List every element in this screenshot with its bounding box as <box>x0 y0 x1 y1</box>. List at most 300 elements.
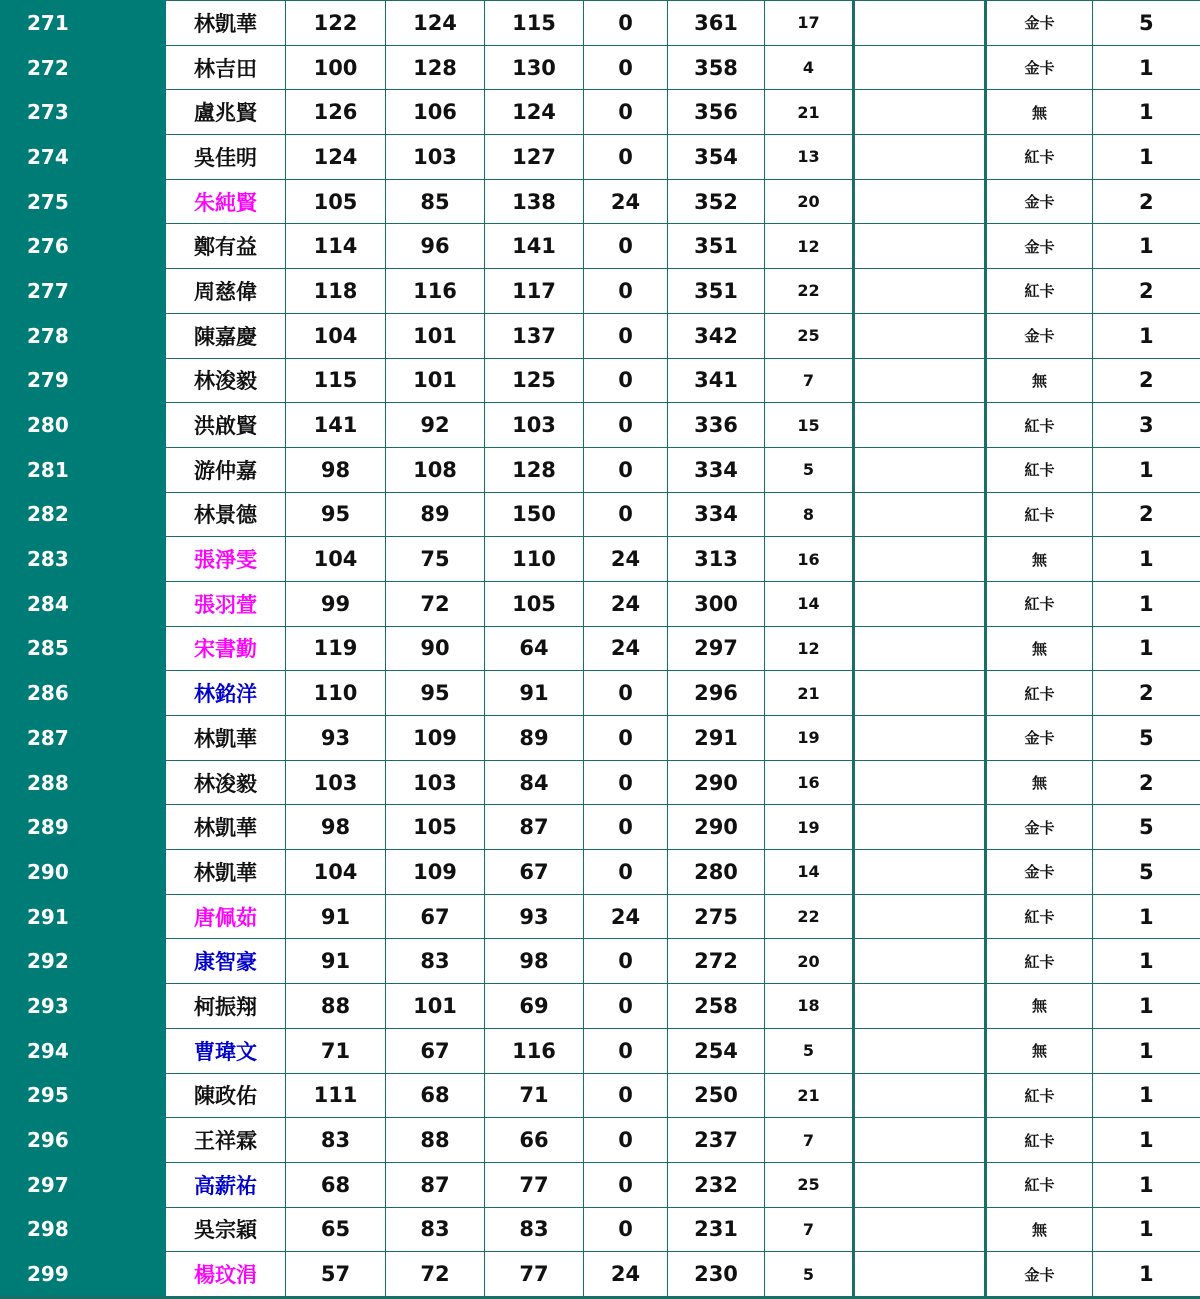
card-type-cell: 金卡 <box>986 1 1093 46</box>
lane-number-cell: 20 <box>765 179 854 224</box>
rank-cell: 279 <box>1 358 166 403</box>
rank-cell: 286 <box>1 671 166 716</box>
rank-cell: 289 <box>1 805 166 850</box>
name-cell: 林銘洋 <box>166 671 286 716</box>
name-cell: 林吉田 <box>166 45 286 90</box>
handicap-cell: 0 <box>584 1162 668 1207</box>
total-score-cell: 351 <box>668 269 765 314</box>
card-type-cell: 金卡 <box>986 1252 1093 1298</box>
table-row <box>1 403 1200 448</box>
rank-cell: 294 <box>1 1028 166 1073</box>
game1-score-cell: 71 <box>286 1028 386 1073</box>
game1-score-cell: 105 <box>286 179 386 224</box>
lane-number-cell: 5 <box>765 1252 854 1298</box>
lane-number-cell: 7 <box>765 1207 854 1252</box>
game1-score-cell: 103 <box>286 760 386 805</box>
rank-cell: 285 <box>1 626 166 671</box>
handicap-cell: 0 <box>584 90 668 135</box>
blank-cell <box>854 581 986 626</box>
game2-score-cell: 96 <box>386 224 485 269</box>
blank-cell <box>854 403 986 448</box>
rank-cell: 282 <box>1 492 166 537</box>
total-score-cell: 361 <box>668 1 765 46</box>
total-score-cell: 254 <box>668 1028 765 1073</box>
name-cell: 張淨雯 <box>166 537 286 582</box>
handicap-cell: 24 <box>584 626 668 671</box>
table-row <box>1 805 1200 850</box>
game3-score-cell: 103 <box>485 403 584 448</box>
game3-score-cell: 89 <box>485 716 584 761</box>
total-score-cell: 300 <box>668 581 765 626</box>
handicap-cell: 24 <box>584 1252 668 1298</box>
handicap-cell: 24 <box>584 894 668 939</box>
game1-score-cell: 114 <box>286 224 386 269</box>
name-cell: 王祥霖 <box>166 1118 286 1163</box>
game1-score-cell: 141 <box>286 403 386 448</box>
table-row <box>1 581 1200 626</box>
game3-score-cell: 64 <box>485 626 584 671</box>
table-row <box>1 1073 1200 1118</box>
table-row <box>1 1 1200 46</box>
rank-cell: 291 <box>1 894 166 939</box>
card-type-cell: 金卡 <box>986 716 1093 761</box>
table-row <box>1 1028 1200 1073</box>
game2-score-cell: 124 <box>386 1 485 46</box>
card-type-cell: 金卡 <box>986 224 1093 269</box>
lane-number-cell: 22 <box>765 894 854 939</box>
game1-score-cell: 99 <box>286 581 386 626</box>
blank-cell <box>854 135 986 180</box>
rank-cell: 274 <box>1 135 166 180</box>
table-body <box>1 1 1200 1298</box>
card-type-cell: 紅卡 <box>986 269 1093 314</box>
blank-cell <box>854 1252 986 1298</box>
name-cell: 吳佳明 <box>166 135 286 180</box>
total-score-cell: 291 <box>668 716 765 761</box>
game1-score-cell: 104 <box>286 537 386 582</box>
times-cell: 2 <box>1093 269 1200 314</box>
table-row <box>1 537 1200 582</box>
game2-score-cell: 108 <box>386 447 485 492</box>
total-score-cell: 342 <box>668 313 765 358</box>
game1-score-cell: 57 <box>286 1252 386 1298</box>
table-row <box>1 447 1200 492</box>
table-row <box>1 45 1200 90</box>
table-row <box>1 626 1200 671</box>
game2-score-cell: 87 <box>386 1162 485 1207</box>
total-score-cell: 237 <box>668 1118 765 1163</box>
handicap-cell: 0 <box>584 224 668 269</box>
total-score-cell: 250 <box>668 1073 765 1118</box>
table-row <box>1 269 1200 314</box>
lane-number-cell: 14 <box>765 850 854 895</box>
card-type-cell: 金卡 <box>986 313 1093 358</box>
game1-score-cell: 126 <box>286 90 386 135</box>
handicap-cell: 0 <box>584 850 668 895</box>
game1-score-cell: 93 <box>286 716 386 761</box>
handicap-cell: 0 <box>584 984 668 1029</box>
handicap-cell: 24 <box>584 581 668 626</box>
lane-number-cell: 5 <box>765 1028 854 1073</box>
table-row <box>1 179 1200 224</box>
game3-score-cell: 84 <box>485 760 584 805</box>
name-cell: 康智豪 <box>166 939 286 984</box>
blank-cell <box>854 716 986 761</box>
name-cell: 柯振翔 <box>166 984 286 1029</box>
lane-number-cell: 18 <box>765 984 854 1029</box>
game2-score-cell: 83 <box>386 939 485 984</box>
table-row <box>1 760 1200 805</box>
lane-number-cell: 19 <box>765 805 854 850</box>
card-type-cell: 紅卡 <box>986 447 1093 492</box>
rank-cell: 281 <box>1 447 166 492</box>
times-cell: 1 <box>1093 90 1200 135</box>
blank-cell <box>854 626 986 671</box>
card-type-cell: 紅卡 <box>986 492 1093 537</box>
handicap-cell: 24 <box>584 179 668 224</box>
lane-number-cell: 16 <box>765 760 854 805</box>
times-cell: 1 <box>1093 537 1200 582</box>
blank-cell <box>854 358 986 403</box>
table-row <box>1 984 1200 1029</box>
game3-score-cell: 116 <box>485 1028 584 1073</box>
game1-score-cell: 100 <box>286 45 386 90</box>
handicap-cell: 0 <box>584 1207 668 1252</box>
game1-score-cell: 104 <box>286 313 386 358</box>
name-cell: 鄭有益 <box>166 224 286 269</box>
rank-cell: 271 <box>1 1 166 46</box>
card-type-cell: 金卡 <box>986 850 1093 895</box>
rank-cell: 275 <box>1 179 166 224</box>
game3-score-cell: 110 <box>485 537 584 582</box>
handicap-cell: 0 <box>584 492 668 537</box>
table-row <box>1 1252 1200 1298</box>
game2-score-cell: 106 <box>386 90 485 135</box>
handicap-cell: 0 <box>584 939 668 984</box>
times-cell: 1 <box>1093 1162 1200 1207</box>
total-score-cell: 351 <box>668 224 765 269</box>
rank-cell: 280 <box>1 403 166 448</box>
blank-cell <box>854 224 986 269</box>
times-cell: 2 <box>1093 671 1200 716</box>
times-cell: 2 <box>1093 358 1200 403</box>
game3-score-cell: 67 <box>485 850 584 895</box>
lane-number-cell: 21 <box>765 671 854 716</box>
total-score-cell: 296 <box>668 671 765 716</box>
total-score-cell: 258 <box>668 984 765 1029</box>
handicap-cell: 0 <box>584 1118 668 1163</box>
blank-cell <box>854 1028 986 1073</box>
handicap-cell: 24 <box>584 537 668 582</box>
rank-cell: 297 <box>1 1162 166 1207</box>
name-cell: 盧兆賢 <box>166 90 286 135</box>
table-row <box>1 1118 1200 1163</box>
total-score-cell: 290 <box>668 805 765 850</box>
total-score-cell: 336 <box>668 403 765 448</box>
game1-score-cell: 65 <box>286 1207 386 1252</box>
game1-score-cell: 119 <box>286 626 386 671</box>
game3-score-cell: 124 <box>485 90 584 135</box>
card-type-cell: 紅卡 <box>986 939 1093 984</box>
blank-cell <box>854 179 986 224</box>
lane-number-cell: 13 <box>765 135 854 180</box>
game2-score-cell: 89 <box>386 492 485 537</box>
rank-cell: 273 <box>1 90 166 135</box>
times-cell: 5 <box>1093 850 1200 895</box>
card-type-cell: 無 <box>986 760 1093 805</box>
game1-score-cell: 115 <box>286 358 386 403</box>
name-cell: 洪啟賢 <box>166 403 286 448</box>
name-cell: 林凱華 <box>166 805 286 850</box>
table-row <box>1 90 1200 135</box>
lane-number-cell: 16 <box>765 537 854 582</box>
lane-number-cell: 5 <box>765 447 854 492</box>
game3-score-cell: 87 <box>485 805 584 850</box>
game1-score-cell: 68 <box>286 1162 386 1207</box>
game3-score-cell: 98 <box>485 939 584 984</box>
rank-cell: 276 <box>1 224 166 269</box>
name-cell: 林浚毅 <box>166 760 286 805</box>
game2-score-cell: 68 <box>386 1073 485 1118</box>
handicap-cell: 0 <box>584 1073 668 1118</box>
times-cell: 1 <box>1093 1073 1200 1118</box>
game3-score-cell: 66 <box>485 1118 584 1163</box>
game2-score-cell: 101 <box>386 984 485 1029</box>
lane-number-cell: 12 <box>765 224 854 269</box>
times-cell: 1 <box>1093 313 1200 358</box>
game2-score-cell: 116 <box>386 269 485 314</box>
table-row <box>1 358 1200 403</box>
times-cell: 1 <box>1093 224 1200 269</box>
times-cell: 1 <box>1093 984 1200 1029</box>
name-cell: 高薪祐 <box>166 1162 286 1207</box>
lane-number-cell: 17 <box>765 1 854 46</box>
rank-cell: 277 <box>1 269 166 314</box>
game3-score-cell: 128 <box>485 447 584 492</box>
rank-cell: 293 <box>1 984 166 1029</box>
blank-cell <box>854 1118 986 1163</box>
blank-cell <box>854 447 986 492</box>
blank-cell <box>854 1 986 46</box>
name-cell: 林凱華 <box>166 850 286 895</box>
name-cell: 曹瑋文 <box>166 1028 286 1073</box>
game3-score-cell: 77 <box>485 1162 584 1207</box>
name-cell: 張羽萱 <box>166 581 286 626</box>
game2-score-cell: 103 <box>386 760 485 805</box>
times-cell: 5 <box>1093 716 1200 761</box>
handicap-cell: 0 <box>584 403 668 448</box>
lane-number-cell: 21 <box>765 90 854 135</box>
name-cell: 陳政佑 <box>166 1073 286 1118</box>
times-cell: 5 <box>1093 1 1200 46</box>
game1-score-cell: 124 <box>286 135 386 180</box>
name-cell: 林凱華 <box>166 1 286 46</box>
game2-score-cell: 72 <box>386 1252 485 1298</box>
game1-score-cell: 122 <box>286 1 386 46</box>
card-type-cell: 紅卡 <box>986 671 1093 716</box>
lane-number-cell: 19 <box>765 716 854 761</box>
game1-score-cell: 83 <box>286 1118 386 1163</box>
game3-score-cell: 93 <box>485 894 584 939</box>
total-score-cell: 272 <box>668 939 765 984</box>
total-score-cell: 358 <box>668 45 765 90</box>
game3-score-cell: 115 <box>485 1 584 46</box>
handicap-cell: 0 <box>584 671 668 716</box>
total-score-cell: 352 <box>668 179 765 224</box>
game2-score-cell: 109 <box>386 716 485 761</box>
rank-cell: 288 <box>1 760 166 805</box>
game2-score-cell: 83 <box>386 1207 485 1252</box>
game3-score-cell: 130 <box>485 45 584 90</box>
times-cell: 1 <box>1093 45 1200 90</box>
lane-number-cell: 14 <box>765 581 854 626</box>
lane-number-cell: 25 <box>765 313 854 358</box>
game2-score-cell: 90 <box>386 626 485 671</box>
times-cell: 1 <box>1093 894 1200 939</box>
card-type-cell: 無 <box>986 984 1093 1029</box>
handicap-cell: 0 <box>584 313 668 358</box>
game1-score-cell: 91 <box>286 939 386 984</box>
name-cell: 周慈偉 <box>166 269 286 314</box>
name-cell: 吳宗穎 <box>166 1207 286 1252</box>
handicap-cell: 0 <box>584 269 668 314</box>
lane-number-cell: 25 <box>765 1162 854 1207</box>
total-score-cell: 334 <box>668 447 765 492</box>
handicap-cell: 0 <box>584 447 668 492</box>
card-type-cell: 紅卡 <box>986 1073 1093 1118</box>
card-type-cell: 金卡 <box>986 179 1093 224</box>
total-score-cell: 334 <box>668 492 765 537</box>
blank-cell <box>854 984 986 1029</box>
times-cell: 1 <box>1093 1118 1200 1163</box>
name-cell: 宋書勤 <box>166 626 286 671</box>
card-type-cell: 紅卡 <box>986 1162 1093 1207</box>
card-type-cell: 紅卡 <box>986 403 1093 448</box>
rank-cell: 295 <box>1 1073 166 1118</box>
total-score-cell: 290 <box>668 760 765 805</box>
times-cell: 1 <box>1093 1207 1200 1252</box>
rank-cell: 296 <box>1 1118 166 1163</box>
lane-number-cell: 7 <box>765 358 854 403</box>
total-score-cell: 231 <box>668 1207 765 1252</box>
game1-score-cell: 118 <box>286 269 386 314</box>
game1-score-cell: 110 <box>286 671 386 716</box>
table-row <box>1 1162 1200 1207</box>
game2-score-cell: 103 <box>386 135 485 180</box>
game3-score-cell: 138 <box>485 179 584 224</box>
table-row <box>1 135 1200 180</box>
total-score-cell: 232 <box>668 1162 765 1207</box>
rank-cell: 284 <box>1 581 166 626</box>
lane-number-cell: 7 <box>765 1118 854 1163</box>
table-row <box>1 894 1200 939</box>
table-row <box>1 671 1200 716</box>
table-row <box>1 850 1200 895</box>
name-cell: 陳嘉慶 <box>166 313 286 358</box>
blank-cell <box>854 894 986 939</box>
name-cell: 朱純賢 <box>166 179 286 224</box>
times-cell: 5 <box>1093 805 1200 850</box>
blank-cell <box>854 1162 986 1207</box>
lane-number-cell: 4 <box>765 45 854 90</box>
rank-cell: 283 <box>1 537 166 582</box>
times-cell: 3 <box>1093 403 1200 448</box>
game3-score-cell: 137 <box>485 313 584 358</box>
lane-number-cell: 8 <box>765 492 854 537</box>
blank-cell <box>854 760 986 805</box>
times-cell: 2 <box>1093 760 1200 805</box>
total-score-cell: 354 <box>668 135 765 180</box>
blank-cell <box>854 939 986 984</box>
game2-score-cell: 105 <box>386 805 485 850</box>
rank-cell: 298 <box>1 1207 166 1252</box>
game2-score-cell: 67 <box>386 894 485 939</box>
total-score-cell: 230 <box>668 1252 765 1298</box>
card-type-cell: 紅卡 <box>986 581 1093 626</box>
game1-score-cell: 91 <box>286 894 386 939</box>
times-cell: 1 <box>1093 581 1200 626</box>
game2-score-cell: 75 <box>386 537 485 582</box>
game2-score-cell: 109 <box>386 850 485 895</box>
table-row <box>1 716 1200 761</box>
lane-number-cell: 22 <box>765 269 854 314</box>
card-type-cell: 金卡 <box>986 45 1093 90</box>
card-type-cell: 無 <box>986 1207 1093 1252</box>
handicap-cell: 0 <box>584 1028 668 1073</box>
card-type-cell: 無 <box>986 358 1093 403</box>
game2-score-cell: 128 <box>386 45 485 90</box>
blank-cell <box>854 313 986 358</box>
blank-cell <box>854 45 986 90</box>
card-type-cell: 紅卡 <box>986 1118 1093 1163</box>
rank-cell: 278 <box>1 313 166 358</box>
times-cell: 1 <box>1093 626 1200 671</box>
game2-score-cell: 88 <box>386 1118 485 1163</box>
game3-score-cell: 127 <box>485 135 584 180</box>
game3-score-cell: 77 <box>485 1252 584 1298</box>
game1-score-cell: 111 <box>286 1073 386 1118</box>
handicap-cell: 0 <box>584 358 668 403</box>
name-cell: 游仲嘉 <box>166 447 286 492</box>
blank-cell <box>854 90 986 135</box>
table-row <box>1 313 1200 358</box>
game2-score-cell: 101 <box>386 313 485 358</box>
rank-cell: 272 <box>1 45 166 90</box>
game2-score-cell: 101 <box>386 358 485 403</box>
times-cell: 2 <box>1093 492 1200 537</box>
card-type-cell: 無 <box>986 90 1093 135</box>
table-row <box>1 224 1200 269</box>
rank-cell: 287 <box>1 716 166 761</box>
name-cell: 林浚毅 <box>166 358 286 403</box>
handicap-cell: 0 <box>584 1 668 46</box>
lane-number-cell: 15 <box>765 403 854 448</box>
game1-score-cell: 88 <box>286 984 386 1029</box>
blank-cell <box>854 537 986 582</box>
lane-number-cell: 12 <box>765 626 854 671</box>
blank-cell <box>854 671 986 716</box>
blank-cell <box>854 1207 986 1252</box>
table-row <box>1 1207 1200 1252</box>
card-type-cell: 無 <box>986 537 1093 582</box>
game1-score-cell: 95 <box>286 492 386 537</box>
handicap-cell: 0 <box>584 45 668 90</box>
times-cell: 1 <box>1093 1028 1200 1073</box>
card-type-cell: 無 <box>986 1028 1093 1073</box>
lane-number-cell: 21 <box>765 1073 854 1118</box>
lane-number-cell: 20 <box>765 939 854 984</box>
card-type-cell: 紅卡 <box>986 894 1093 939</box>
